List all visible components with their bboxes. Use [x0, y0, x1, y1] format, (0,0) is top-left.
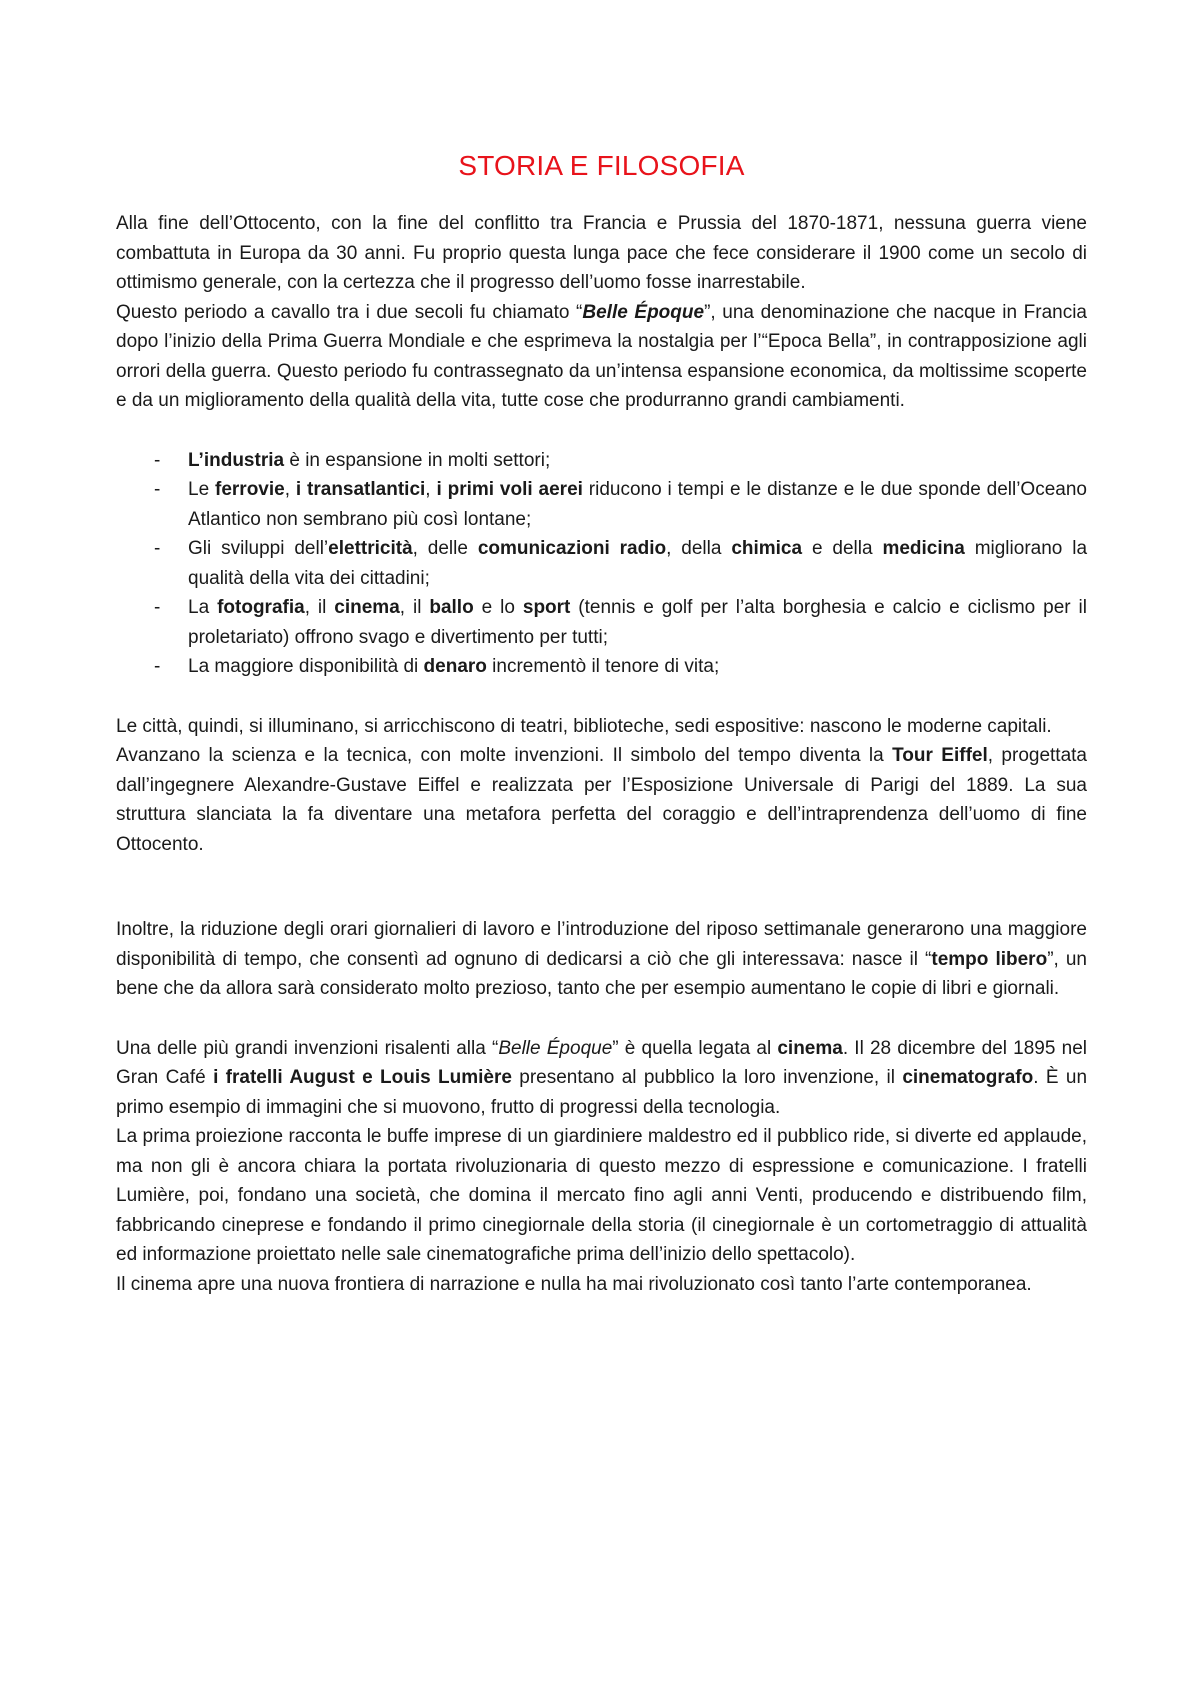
emphasized-text: cinematografo [902, 1067, 1034, 1088]
text-run: incrementò il tenore di vita; [486, 656, 720, 677]
list-item-text [188, 538, 1087, 589]
free-time-section [116, 915, 1087, 1004]
cinema-section [116, 1034, 1087, 1300]
progress-list [116, 446, 1087, 682]
emphasized-text: medicina [882, 538, 965, 559]
text-run: Il cinema apre una nuova frontiera di narrazione e nulla ha mai rivoluzionato così tanto l’arte contemporanea. [116, 1273, 1032, 1295]
emphasized-text: Belle Époque [498, 1037, 613, 1059]
emphasized-text: cinema [777, 1037, 843, 1059]
emphasized-text: chimica [731, 538, 803, 559]
spacer [116, 682, 1087, 712]
text-run: Le città, quindi, si illuminano, si arricchiscono di teatri, biblioteche, sedi espositive: nascono le moderne capitali. [116, 715, 1052, 737]
list-item [116, 652, 1087, 682]
text-run: ” è quella legata al [612, 1037, 778, 1059]
bullet-dash: - [154, 597, 161, 618]
paragraph [116, 209, 1087, 298]
text-run: , della [666, 538, 732, 559]
text-run: La prima proiezione racconta le buffe imprese di un giardiniere maldestro ed il pubblico ride, si diverte ed applaude, ma non gli è ancora chiara la portata rivoluzionaria di questo mezzo di espressione e comunicazione. I fratelli Lumière, poi, fondano una società, che domina il mercato fino agli anni Venti, producendo e distribuendo film, fabbricando cineprese e fondando il primo cinegiornale della storia (il cinegiornale è un cortometraggio di attualità ed informazione proiettato nelle sale cinematografiche prima dell’inizio dello spettacolo). [116, 1126, 1087, 1265]
text-run: , il [304, 597, 335, 618]
paragraph [116, 298, 1087, 416]
emphasized-text: i fratelli August e Louis Lumière [213, 1067, 512, 1088]
list-item-text [188, 450, 550, 471]
text-run: , [425, 479, 437, 500]
emphasized-text: i primi voli aerei [436, 479, 583, 500]
text-run: Avanzano la scienza e la tecnica, con molte invenzioni. Il simbolo del tempo diventa la [116, 745, 893, 766]
list-item [116, 534, 1087, 593]
paragraph [116, 1122, 1087, 1270]
text-run: ”, un bene che da allora sarà considerato molto prezioso, tanto che per esempio aumentano le copie di libri e giornali. [116, 948, 1087, 999]
text-run: Alla fine dell’Ottocento, con la fine del conflitto tra Francia e Prussia del 1870-1871, nessuna guerra viene combattuta in Europa da 30 anni. Fu proprio questa lunga pace che fece considerare il 1900 come un secolo di ottimismo generale, con la certezza che il progresso dell’uomo fosse inarrestabile. [116, 213, 1087, 293]
intro-section [116, 209, 1087, 416]
emphasized-text: i transatlantici [295, 479, 426, 500]
text-run: migliorano la qualità della vita dei cittadini; [188, 538, 1088, 589]
text-run: Questo periodo a cavallo tra i due secoli fu chiamato “ [116, 301, 583, 323]
text-run: è in espansione in molti settori; [284, 449, 551, 471]
text-run: ”, una denominazione che nacque in Francia dopo l’inizio della Prima Guerra Mondiale e che esprimeva la nostalgia per l’“Epoca Bella”, in contrapposizione agli orrori della guerra. Questo periodo fu contrassegnato da un’intensa espansione economica, da moltissime scoperte e da un miglioramento della qualità della vita, tutte cose che produrranno grandi cambiamenti. [116, 301, 1087, 411]
bullet-dash: - [154, 656, 161, 677]
emphasized-text: denaro [423, 656, 487, 677]
cities-section [116, 712, 1087, 860]
text-run: e della [802, 538, 883, 559]
emphasized-text: sport [522, 597, 571, 618]
text-run: e lo [473, 597, 523, 618]
emphasized-text: cinema [334, 597, 400, 618]
text-run: La [188, 597, 218, 618]
text-run: Una delle più grandi invenzioni risalenti alla “ [116, 1037, 499, 1059]
emphasized-text: tempo libero [931, 948, 1048, 970]
text-run: Inoltre, la riduzione degli orari giornalieri di lavoro e l’introduzione del riposo settimanale generarono una maggiore disponibilità di tempo, che consentì ad ognuno di dedicarsi a ciò che gli interessava: nasce il “ [116, 919, 1087, 970]
emphasized-text: fotografia [217, 597, 305, 618]
paragraph [116, 915, 1087, 1004]
text-run: , progettata dall’ingegnere Alexandre-Gustave Eiffel e realizzata per l’Esposizione Universale di Parigi del 1889. La sua struttura slanciata la fa diventare una metafora perfetta del coraggio e dell’intraprendenza dell’uomo di fine Ottocento. [116, 745, 1087, 855]
bullet-dash: - [154, 449, 161, 471]
list-item [116, 446, 1087, 476]
paragraph [116, 741, 1087, 859]
emphasized-text: elettricità [328, 538, 413, 559]
emphasized-text: Tour Eiffel [892, 745, 988, 766]
text-run: riducono i tempi e le distanze e le due sponde dell’Oceano Atlantico non sembrano più così lontane; [188, 479, 1087, 530]
bullet-dash: - [154, 479, 161, 500]
list-item [116, 475, 1087, 534]
text-run: (tennis e golf per l’alta borghesia e calcio e ciclismo per il proletariato) offrono svago e divertimento per tutti; [188, 597, 1087, 648]
document-title: STORIA E FILOSOFIA [458, 150, 745, 181]
spacer [116, 859, 1087, 915]
paragraph [116, 712, 1087, 742]
paragraph [116, 1270, 1087, 1300]
list-item-text [188, 597, 1087, 648]
emphasized-text: L’industria [188, 449, 285, 471]
emphasized-text: Belle Époque [582, 301, 705, 323]
paragraph [116, 1034, 1087, 1123]
text-run: , il [399, 597, 430, 618]
bullet-dash: - [154, 538, 161, 559]
text-run: presentano al pubblico la loro invenzione, il [511, 1067, 903, 1088]
list-item-text [188, 479, 1087, 530]
spacer [116, 1004, 1087, 1034]
emphasized-text: ferrovie [215, 479, 285, 500]
text-run: La maggiore disponibilità di [188, 656, 424, 677]
text-run: Gli sviluppi dell’ [188, 538, 329, 559]
text-run: , delle [412, 538, 478, 559]
text-run: . Il 28 dicembre del 1895 nel Gran Café [116, 1037, 1087, 1088]
text-run: , [284, 479, 296, 500]
text-run: Le [188, 479, 216, 500]
emphasized-text: comunicazioni radio [477, 538, 667, 559]
emphasized-text: ballo [429, 597, 474, 618]
list-item-text [188, 656, 719, 677]
text-run: . È un primo esempio di immagini che si muovono, frutto di progressi della tecnologia. [116, 1067, 1088, 1118]
spacer [116, 416, 1087, 446]
list-item [116, 593, 1087, 652]
